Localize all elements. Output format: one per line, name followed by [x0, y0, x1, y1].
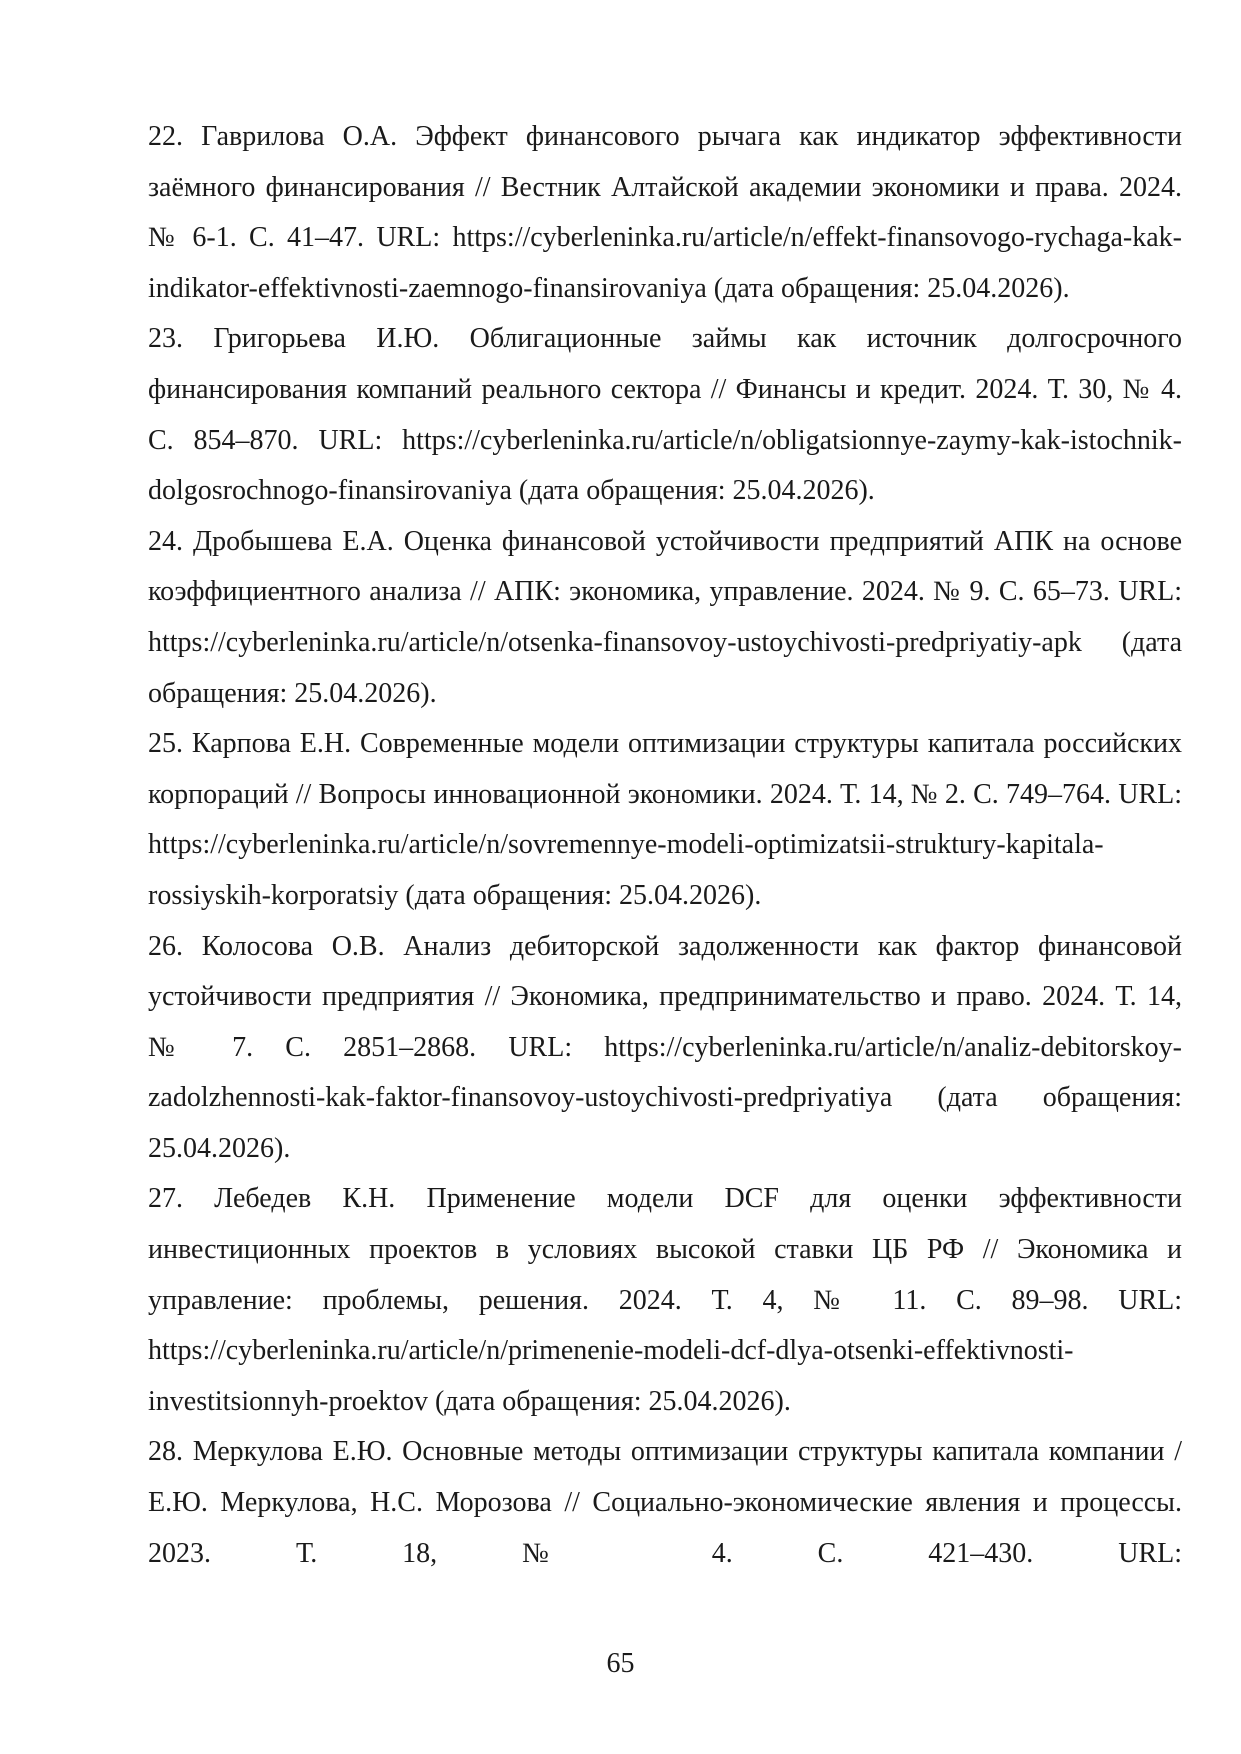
- reference-item-27: 27. Лебедев К.Н. Применение модели DCF для оценки эффективности инвестиционных проектов в условиях высокой ставки ЦБ РФ // Экономика и управление: проблемы, решения. 2024. Т. 4, № 11. С. 89–98. URL: https://cyberleninka.ru/article/n/primenenie-modeli-dcf-dlya-otsenki-effektivnosti-investitsionnyh-proektov (дата обращения: 25.04.2026).: [148, 1183, 1182, 1417]
- reference-item-26: 26. Колосова О.В. Анализ дебиторской задолженности как фактор финансовой устойчивости предприятия // Экономика, предпринимательство и право. 2024. Т. 14, № 7. С. 2851–2868. URL: https://cyberleninka.ru/article/n/analiz-debitorskoy-zadolzhennosti-kak-faktor-finansovoy-ustoychivosti-predpriyatiya (дата обращения: 25.04.2026).: [148, 930, 1182, 1164]
- reference-item-22: 22. Гаврилова О.А. Эффект финансового рычага как индикатор эффективности заёмного финансирования // Вестник Алтайской академии экономики и права. 2024. № 6-1. С. 41–47. URL: https://cyberleninka.ru/article/n/effekt-finansovogo-rychaga-kak-indikator-effektivnosti-zaemnogo-finansirovaniya (дата обращения: 25.04.2026).: [148, 121, 1182, 304]
- reference-item-24: 24. Дробышева Е.А. Оценка финансовой устойчивости предприятий АПК на основе коэффициентного анализа // АПК: экономика, управление. 2024. № 9. С. 65–73. URL: https://cyberleninka.ru/article/n/otsenka-finansovoy-ustoychivosti-predpriyatiy-apk (дата обращения: 25.04.2026).: [148, 525, 1182, 709]
- reference-item-25: 25. Карпова Е.Н. Современные модели оптимизации структуры капитала российских корпораций // Вопросы инновационной экономики. 2024. Т. 14, № 2. С. 749–764. URL: https://cyberleninka.ru/article/n/sovremennye-modeli-optimizatsii-struktury-kapitala-rossiyskih-korporatsiy (дата обращения: 25.04.2026).: [148, 728, 1182, 911]
- reference-item-23: 23. Григорьева И.Ю. Облигационные займы как источник долгосрочного финансирования компаний реального сектора // Финансы и кредит. 2024. Т. 30, № 4. С. 854–870. URL: https://cyberleninka.ru/article/n/obligatsionnye-zaymy-kak-istochnik-dolgosrochnogo-finansirovaniya (дата обращения: 25.04.2026).: [148, 323, 1182, 507]
- page-number: 65: [606, 1648, 635, 1679]
- reference-list: [148, 112, 1182, 1579]
- reference-item-28: 28. Меркулова Е.Ю. Основные методы оптимизации структуры капитала компании / Е.Ю. Меркулова, Н.С. Морозова // Социально-экономические явления и процессы. 2023. Т. 18, № 4. С. 421–430. URL:: [148, 1436, 1182, 1569]
